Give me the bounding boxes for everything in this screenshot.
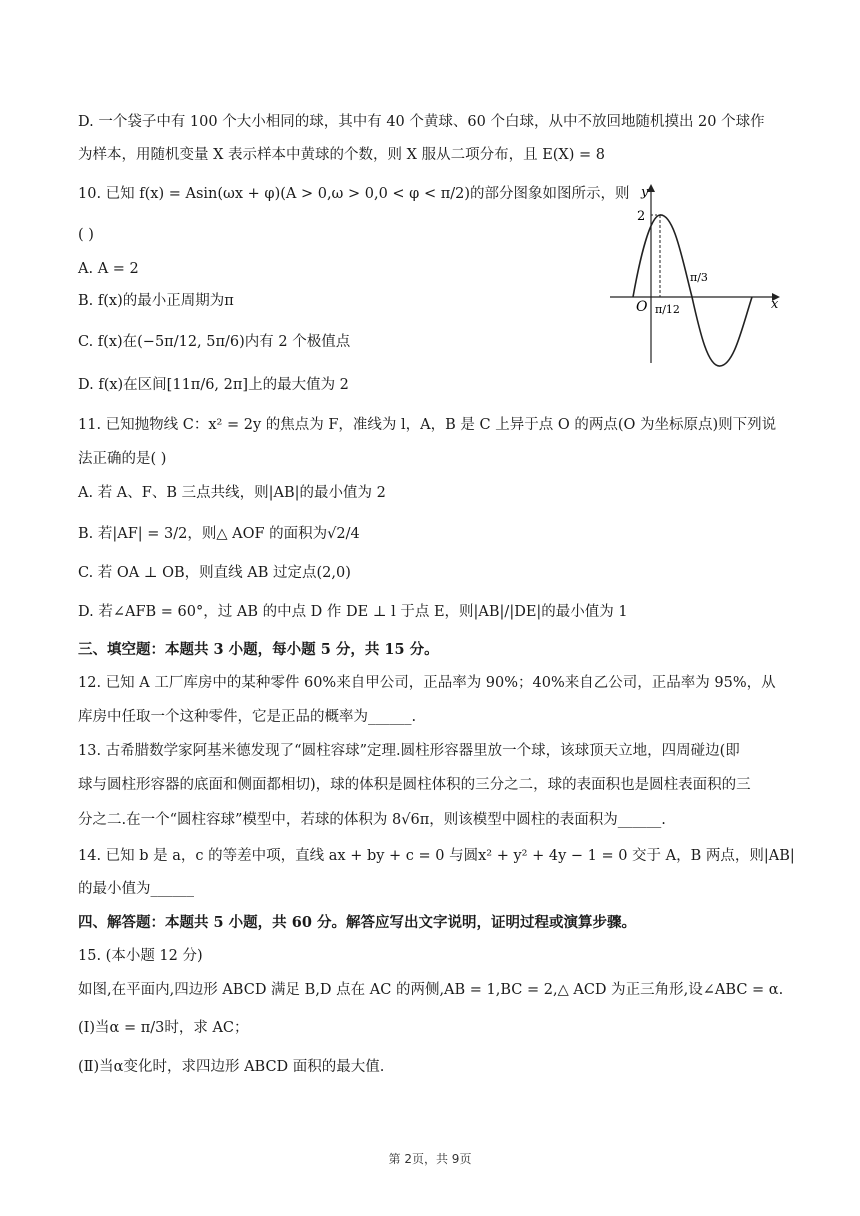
axis-label-y: y bbox=[641, 185, 649, 200]
q11-option-d: D. 若∠AFB = 60°，过 AB 的中点 D 作 DE ⊥ l 于点 E，则|AB|/|DE|的最小值为 1 bbox=[78, 604, 628, 620]
q15-part-2: (Ⅱ)当α变化时，求四边形 ABCD 面积的最大值. bbox=[78, 1059, 385, 1075]
q15-header: 15. (本小题 12 分) bbox=[78, 948, 203, 964]
q13-line2: 球与圆柱形容器的底面和侧面都相切)，球的体积是圆柱体积的三分之二，球的表面积也是圆柱表面积的三 bbox=[78, 777, 751, 793]
q9-option-d-line2: 为样本，用随机变量 X 表示样本中黄球的个数，则 X 服从二项分布，且 E(X) = 8 bbox=[78, 147, 606, 163]
tick-label-pi-over-12: π/12 bbox=[655, 303, 680, 316]
q10-option-b: B. f(x)的最小正周期为π bbox=[78, 293, 234, 309]
q11-stem-line2: 法正确的是( ) bbox=[78, 451, 167, 467]
page-footer: 第 2页，共 9页 bbox=[388, 1152, 472, 1166]
q12-line1: 12. 已知 A 工厂库房中的某种零件 60%来自甲公司，正品率为 90%；40%来自乙公司，正品率为 95%，从 bbox=[78, 675, 776, 691]
q14-line1: 14. 已知 b 是 a，c 的等差中项，直线 ax + by + c = 0 与圆x² + y² + 4y − 1 = 0 交于 A，B 两点，则|AB| bbox=[78, 848, 795, 864]
q11-option-b: B. 若|AF| = 3/2，则△ AOF 的面积为√2/4 bbox=[78, 526, 360, 542]
q15-stem: 如图,在平面内,四边形 ABCD 满足 B,D 点在 AC 的两侧,AB = 1,BC = 2,△ ACD 为正三角形,设∠ABC = α. bbox=[78, 982, 784, 998]
q15-part-1: (Ⅰ)当α = π/3时，求 AC； bbox=[78, 1020, 249, 1036]
q10-answer-paren: ( ) bbox=[78, 227, 94, 243]
q12-line2: 库房中任取一个这种零件，它是正品的概率为______. bbox=[78, 709, 417, 725]
q13-line1: 13. 古希腊数学家阿基米德发现了“圆柱容球”定理.圆柱形容器里放一个球，该球顶天立地，四周碰边(即 bbox=[78, 743, 740, 759]
q10-option-d: D. f(x)在区间[11π/6, 2π]上的最大值为 2 bbox=[78, 377, 349, 393]
q9-option-d-line1: D. 一个袋子中有 100 个大小相同的球，其中有 40 个黄球、60 个白球，从中不放回地随机摸出 20 个球作 bbox=[78, 114, 765, 130]
q10-option-c: C. f(x)在(−5π/12, 5π/6)内有 2 个极值点 bbox=[78, 334, 351, 350]
peak-value-label: 2 bbox=[637, 209, 646, 224]
section-4-title: 四、解答题：本题共 5 小题，共 60 分。解答应写出文字说明，证明过程或演算步骤。 bbox=[78, 914, 636, 931]
q10-graph-figure bbox=[600, 178, 790, 368]
q13-line3: 分之二.在一个“圆柱容球”模型中，若球的体积为 8√6π，则该模型中圆柱的表面积为______. bbox=[78, 812, 666, 828]
q10-option-a: A. A = 2 bbox=[78, 261, 139, 277]
axis-label-x: x bbox=[771, 297, 779, 312]
q11-option-c: C. 若 OA ⊥ OB，则直线 AB 过定点(2,0) bbox=[78, 565, 351, 581]
q14-line2: 的最小值为______ bbox=[78, 881, 194, 897]
q10-stem: 10. 已知 f(x) = Asin(ωx + φ)(A > 0,ω > 0,0 < φ < π/2)的部分图象如图所示，则 bbox=[78, 186, 630, 202]
origin-label: O bbox=[636, 299, 648, 315]
q11-option-a: A. 若 A、F、B 三点共线，则|AB|的最小值为 2 bbox=[78, 485, 386, 501]
tick-label-pi-over-3: π/3 bbox=[690, 271, 708, 284]
q11-stem-line1: 11. 已知抛物线 C：x² = 2y 的焦点为 F，准线为 l，A，B 是 C 上异于点 O 的两点(O 为坐标原点)则下列说 bbox=[78, 417, 777, 433]
section-3-title: 三、填空题：本题共 3 小题，每小题 5 分，共 15 分。 bbox=[78, 641, 439, 658]
